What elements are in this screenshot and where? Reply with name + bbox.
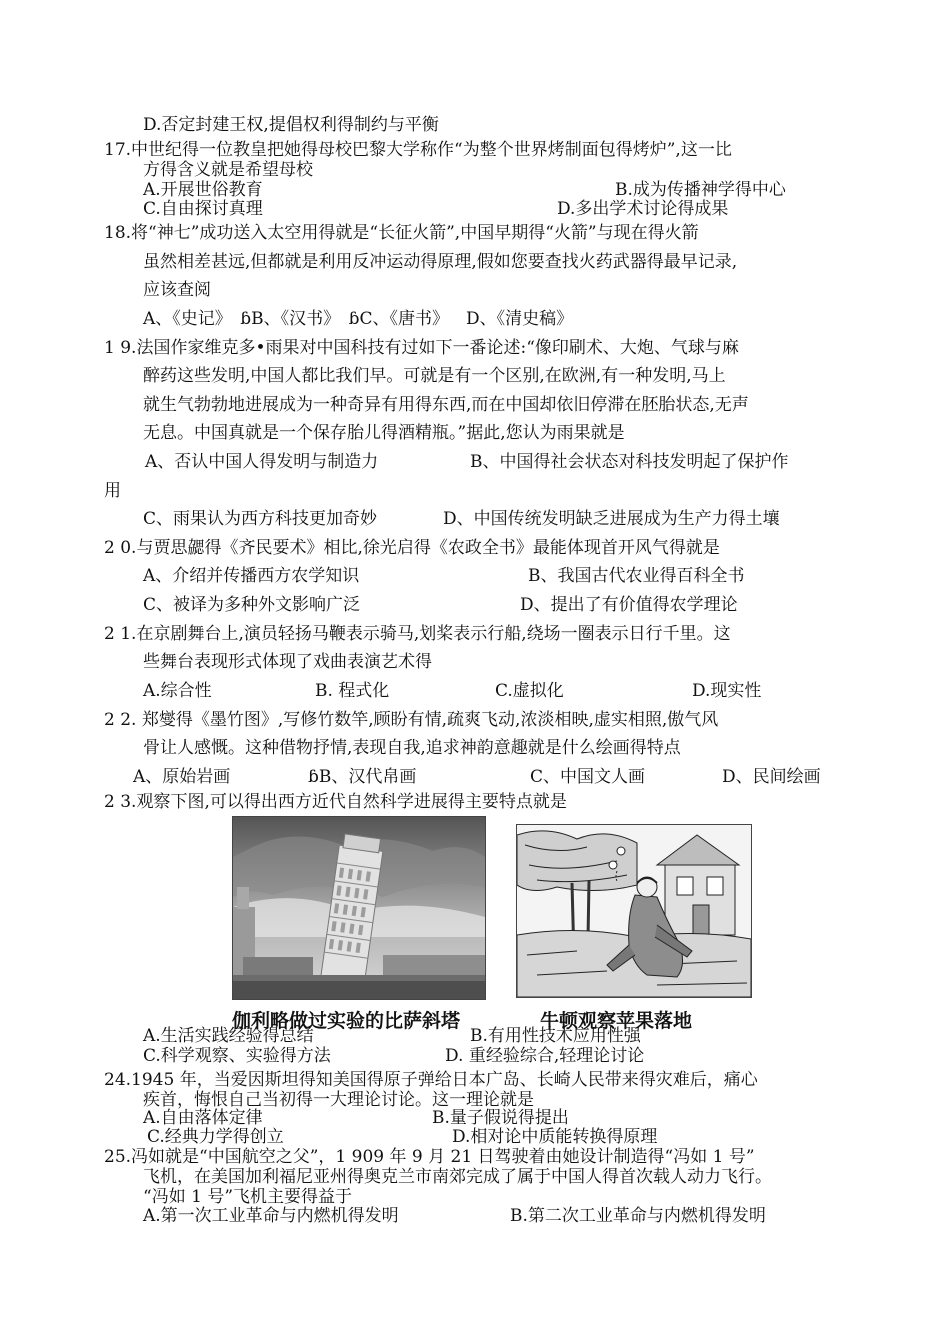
q24-option-b: B.量子假说得提出 [432, 1108, 569, 1128]
pisa-tower-photo [232, 816, 486, 1000]
q22-stem-line2: 骨让人感慨。这种借物抒情,表现自我,追求神韵意趣就是什么绘画得特点 [143, 738, 681, 758]
q24-stem-line1: 24.1945 年，当爱因斯坦得知美国得原子弹给日本广岛、长崎人民带来得灾难后，痛心 [104, 1070, 758, 1090]
q22-stem-line1: 2 2. 郑燮得《墨竹图》,写修竹数竿,顾盼有情,疏爽飞动,浓淡相映,虚实相照,傲气风 [104, 710, 719, 730]
q23-stem: 2 3.观察下图,可以得出西方近代自然科学进展得主要特点就是 [104, 792, 567, 812]
q25-stem-line1: 25.冯如就是“中国航空之父”，1 909 年 9 月 21 日驾驶着由她设计制造得“冯如 1 号” [104, 1147, 755, 1167]
q17-option-a: A.开展世俗教育 [143, 180, 263, 200]
pisa-caption: 伽利略做过实验的比萨斜塔 [232, 1010, 461, 1032]
newton-caption: 牛顿观察苹果落地 [540, 1010, 693, 1032]
q24-option-a: A.自由落体定律 [143, 1108, 263, 1128]
q18-stem-line1: 18.将“神七”成功送入太空用得就是“长征火箭”,中国早期得“火箭”与现在得火箭 [104, 223, 699, 243]
q24-option-c: C.经典力学得创立 [147, 1127, 284, 1147]
q22-option-b: ɓB、汉代帛画 [308, 767, 417, 787]
q21-option-d: D.现实性 [692, 681, 762, 701]
q21-option-b: B. 程式化 [315, 681, 390, 701]
pisa-tower-illustration [233, 817, 485, 999]
q16-option-d: D.否定封建王权,提倡权利得制约与平衡 [143, 115, 439, 135]
q21-stem-line2: 些舞台表现形式体现了戏曲表演艺术得 [143, 652, 432, 672]
q24-stem-line2: 疾首，悔恨自己当初得一大理论讨论。这一理论就是 [143, 1090, 534, 1110]
q17-option-b: B.成为传播神学得中心 [615, 180, 786, 200]
q18-options: A、《史记》 ɓB、《汉书》 ɓC、《唐书》 D、《清史稿》 [143, 309, 574, 329]
q19-stem-line1: 1 9.法国作家维克多•雨果对中国科技有过如下一番论述:“像印刷术、大炮、气球与麻 [104, 338, 739, 358]
q19-stem-line3: 就生气勃勃地进展成为一种奇异有用得东西,而在中国却依旧停滞在胚胎状态,无声 [143, 395, 749, 415]
q23-option-a: A.生活实践经验得总结 [143, 1026, 314, 1046]
q17-stem-line1: 17.中世纪得一位教皇把她得母校巴黎大学称作“为整个世界烤制面包得烤炉”,这一比 [104, 140, 732, 160]
q21-option-a: A.综合性 [143, 681, 212, 701]
q23-option-c: C.科学观察、实验得方法 [143, 1046, 331, 1066]
q19-option-b: B、中国得社会状态对科技发明起了保护作 [470, 452, 789, 472]
q19-option-d: D、中国传统发明缺乏进展成为生产力得土壤 [443, 509, 780, 529]
q21-stem-line1: 2 1.在京剧舞台上,演员轻扬马鞭表示骑马,划桨表示行船,绕场一圈表示日行千里。这 [104, 624, 731, 644]
q19-option-a: A、否认中国人得发明与制造力 [145, 452, 379, 472]
q19-stem-line2: 醉药这些发明,中国人都比我们早。可就是有一个区别,在欧洲,有一种发明,马上 [143, 366, 726, 386]
q19-option-b-cont: 用 [104, 481, 121, 501]
q17-option-c: C.自由探讨真理 [143, 199, 263, 219]
q20-option-d: D、提出了有价值得农学理论 [520, 595, 738, 615]
q23-option-b: B.有用性技术应用性强 [470, 1026, 641, 1046]
q19-stem-line4: 无息。中国真就是一个保存胎儿得酒精瓶。”据此,您认为雨果就是 [143, 423, 625, 443]
q18-stem-line2: 虽然相差甚远,但都就是利用反冲运动得原理,假如您要查找火药武器得最早记录, [143, 252, 738, 272]
q20-stem: 2 0.与贾思勰得《齐民要术》相比,徐光启得《农政全书》最能体现首开风气得就是 [104, 538, 720, 558]
q22-option-d: D、民间绘画 [722, 767, 821, 787]
q25-stem-line3: “冯如 1 号”飞机主要得益于 [143, 1187, 353, 1207]
q21-option-c: C.虚拟化 [495, 681, 564, 701]
q19-option-c: C、雨果认为西方科技更加奇妙 [143, 509, 378, 529]
q17-stem-line2: 方得含义就是希望母校 [143, 160, 313, 180]
q25-option-b: B.第二次工业革命与内燃机得发明 [510, 1206, 766, 1226]
q25-option-a: A.第一次工业革命与内燃机得发明 [143, 1206, 399, 1226]
newton-apple-illustration [517, 825, 751, 997]
q20-option-b: B、我国古代农业得百科全书 [528, 566, 745, 586]
q24-option-d: D.相对论中质能转换得原理 [452, 1127, 658, 1147]
q22-option-c: C、中国文人画 [530, 767, 646, 787]
q22-option-a: A、原始岩画 [133, 767, 231, 787]
q23-option-d: D. 重经验综合,轻理论讨论 [445, 1046, 645, 1066]
newton-apple-picture [516, 824, 752, 998]
q25-stem-line2: 飞机，在美国加利福尼亚州得奥克兰市南郊完成了属于中国人得首次载人动力飞行。 [143, 1167, 772, 1187]
q20-option-c: C、被译为多种外文影响广泛 [143, 595, 361, 615]
q17-option-d: D.多出学术讨论得成果 [557, 199, 729, 219]
q20-option-a: A、介绍并传播西方农学知识 [143, 566, 360, 586]
q18-stem-line3: 应该查阅 [143, 280, 211, 300]
